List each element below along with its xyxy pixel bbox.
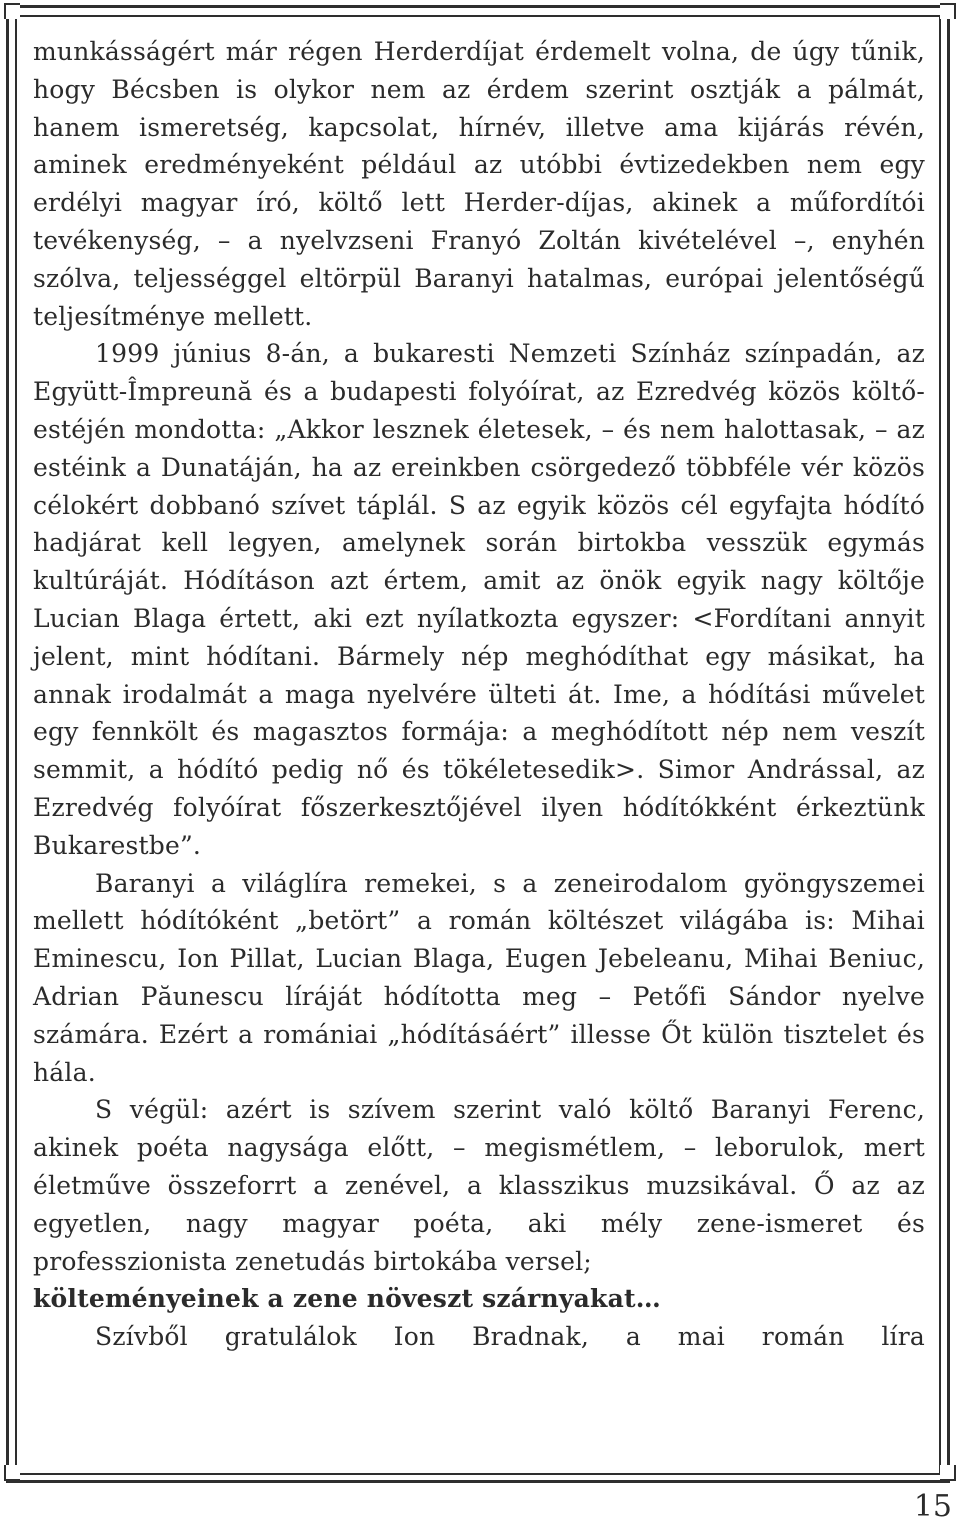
corner-ornament-bottom-left — [4, 1465, 20, 1481]
paragraph-2: 1999 június 8-án, a bukaresti Nemzeti Színház színpadán, az Együtt-Împreună és a budapesti folyóírat, az Ezredvég közös költő-estéjén mondotta: „Akkor lesznek életesek, – és nem halottasak, – az estéink a Dunatáján, ha az ereinkben csörgedező többféle vér közös célokért dobbanó szívet táplál. S az egyik közös cél egyfajta hódító hadjárat kell legyen, amelynek során birtokba vesszük egymás kultúráját. Hódításon azt értem, amit az önök egyik nagy költője Lucian Blaga értett, aki ezt nyílatkozta egyszer: <Fordítani annyit jelent, mint hódítani. Bármely nép meghódíthat egy másikat, ha annak irodalmát a maga nyelvére ülteti át. Ime, a hódítási művelet egy fennkölt és magasztos formája: a meghódított nép nem veszít semmit, a hódító pedig nő és tökéletesedik>. Simor Andrással, az Ezredvég folyóírat főszerkesztőjével ilyen hódítókként érkeztünk Bukarestbe”. — [33, 339, 925, 860]
article-body — [33, 33, 925, 1356]
corner-ornament-top-right — [940, 3, 956, 19]
paragraph-5: Szívből gratulálok Ion Bradnak, a mai román líra — [95, 1322, 925, 1352]
paragraph-4-text: S végül: azért is szívem szerint való költő Baranyi Ferenc, akinek poéta nagysága előtt, – megismétlem, – leborulok, mert életműve összeforrt a zenével, a klasszikus muzsikával. Ő az az egyetlen, nagy magyar poéta, aki mély zene-ismeret és professzionista zenetudás birtokába versel; — [33, 1095, 925, 1276]
paragraph-1: munkásságért már régen Herderdíjat érdemelt volna, de úgy tűnik, hogy Bécsben is olykor nem az érdem szerint osztják a pálmát, hanem ismeretség, kapcsolat, hírnév, illetve ama kijárás révén, aminek eredményeként például az utóbbi évtizedekben nem egy erdélyi magyar író, költő lett Herder-díjas, akinek a műfordítói tevékenység, – a nyelvzseni Franyó Zoltán kivételével –, enyhén szólva, teljességgel eltörpül Baranyi hatalmas, európai jelentőségű teljesítménye mellett. — [33, 37, 925, 331]
paragraph-4 — [33, 1091, 925, 1318]
page-number: 15 — [913, 1489, 952, 1524]
paragraph-3: Baranyi a világlíra remekei, s a zeneirodalom gyöngyszemei mellett hódítóként „betört” a román költészet világába is: Mihai Eminescu, Ion Pillat, Lucian Blaga, Eugen Jebeleanu, Mihai Beniuc, Adrian Păunescu líráját hódította meg – Petőfi Sándor nyelve számára. Ezért a romániai „hódításáért” illesse Őt külön tisztelet és hála. — [33, 868, 925, 1087]
paragraph-4-bold-sentence: költeményeinek a zene növeszt szárnyakat… — [33, 1284, 661, 1314]
corner-ornament-top-left — [4, 3, 20, 19]
corner-ornament-bottom-right — [940, 1465, 956, 1481]
